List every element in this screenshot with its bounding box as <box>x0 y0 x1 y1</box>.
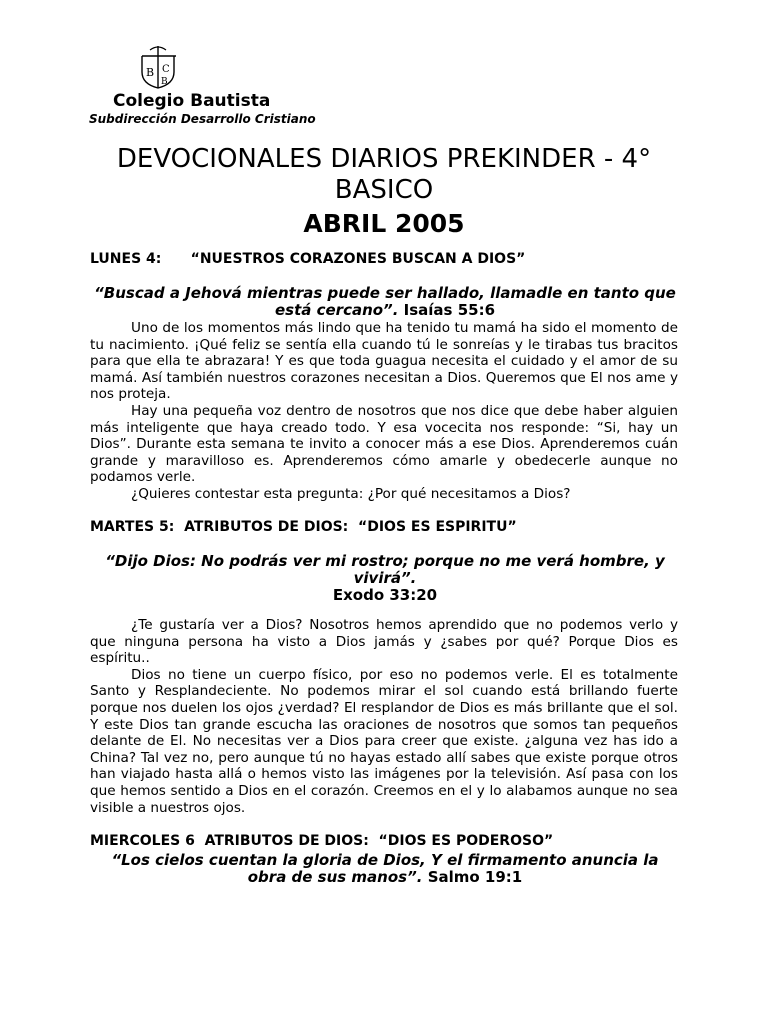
verse-reference: Isaías 55:6 <box>403 301 496 319</box>
paragraph: ¿Te gustaría ver a Dios? Nosotros hemos aprendido que no podemos verlo y que ninguna persona ha visto a Dios jamás y ¿sabes por qué? Porque Dios es espíritu.. <box>90 617 678 667</box>
verse-miercoles <box>90 852 680 886</box>
subdirection: Subdirección Desarrollo Cristiano <box>89 112 316 126</box>
paragraph: Dios no tiene un cuerpo físico, por eso no podemos verle. El es totalmente Santo y Resplandeciente. No podemos mirar el sol cuando está brillando fuerte porque nos duelen los ojos ¿verdad? El resplandor de Dios es más brillante que el sol. Y este Dios tan grande escucha las oraciones de nosotros que somos tan pequeños delante de El. No necesitas ver a Dios para creer que existe. ¿alguna vez has ido a China? Tal vez no, pero aunque tú no hayas estado allí sabes que existe porque otros han viajado hasta allá o hemos visto las imágenes por la televisión. Así pasa con los que hemos sentido a Dios en el corazón. Creemos en el y lo alabamos aunque no sea visible a nuestros ojos. <box>90 666 678 816</box>
svg-text:B: B <box>146 66 155 79</box>
verse-reference: Salmo 19:1 <box>427 868 523 886</box>
svg-text:B: B <box>161 77 168 87</box>
school-name: Colegio Bautista <box>113 91 271 111</box>
section-heading-martes: MARTES 5: ATRIBUTOS DE DIOS: “DIOS ES ESPIRITU” <box>90 519 517 535</box>
month-heading: ABRIL 2005 <box>303 209 465 238</box>
section-body-martes <box>90 617 678 816</box>
school-logo-icon <box>136 44 184 92</box>
section-heading-lunes: LUNES 4: “NUESTROS CORAZONES BUSCAN A DIOS” <box>90 251 526 267</box>
verse-text: “Buscad a Jehová mientras puede ser hallado, llamadle en tanto que está cercano”. <box>94 284 676 319</box>
verse-lunes <box>90 285 680 319</box>
verse-text: “Los cielos cuentan la gloria de Dios, Y el firmamento anuncia la obra de sus manos”. <box>111 851 659 886</box>
section-heading-miercoles: MIERCOLES 6 ATRIBUTOS DE DIOS: “DIOS ES PODEROSO” <box>90 833 554 849</box>
svg-text:C: C <box>162 64 170 75</box>
verse-text: “Dijo Dios: No podrás ver mi rostro; porque no me verá hombre, y vivirá”. <box>105 552 665 587</box>
page-title: DEVOCIONALES DIARIOS PREKINDER - 4° BASICO <box>116 144 652 205</box>
paragraph: Uno de los momentos más lindo que ha tenido tu mamá ha sido el momento de tu nacimiento. ¡Qué feliz se sentía ella cuando tú le sonreías y le tirabas tus bracitos para que ella te abrazara! Y es que toda guagua necesita el cuidado y el amor de su mamá. Así también nuestros corazones necesitan a Dios. Queremos que El nos ame y nos proteja. <box>90 320 678 403</box>
paragraph: ¿Quieres contestar esta pregunta: ¿Por qué necesitamos a Dios? <box>131 485 571 502</box>
verse-reference: Exodo 33:20 <box>332 586 438 604</box>
section-body-lunes <box>90 320 678 503</box>
paragraph: Hay una pequeña voz dentro de nosotros que nos dice que debe haber alguien más inteligente que haya creado todo. Y esa vocecita nos responde: “Si, hay un Dios”. Durante esta semana te invito a conocer más a ese Dios. Aprenderemos cuán grande y maravilloso es. Aprenderemos cómo amarle y obedecerle aunque no podamos verle. <box>90 402 678 486</box>
verse-martes <box>90 553 680 604</box>
